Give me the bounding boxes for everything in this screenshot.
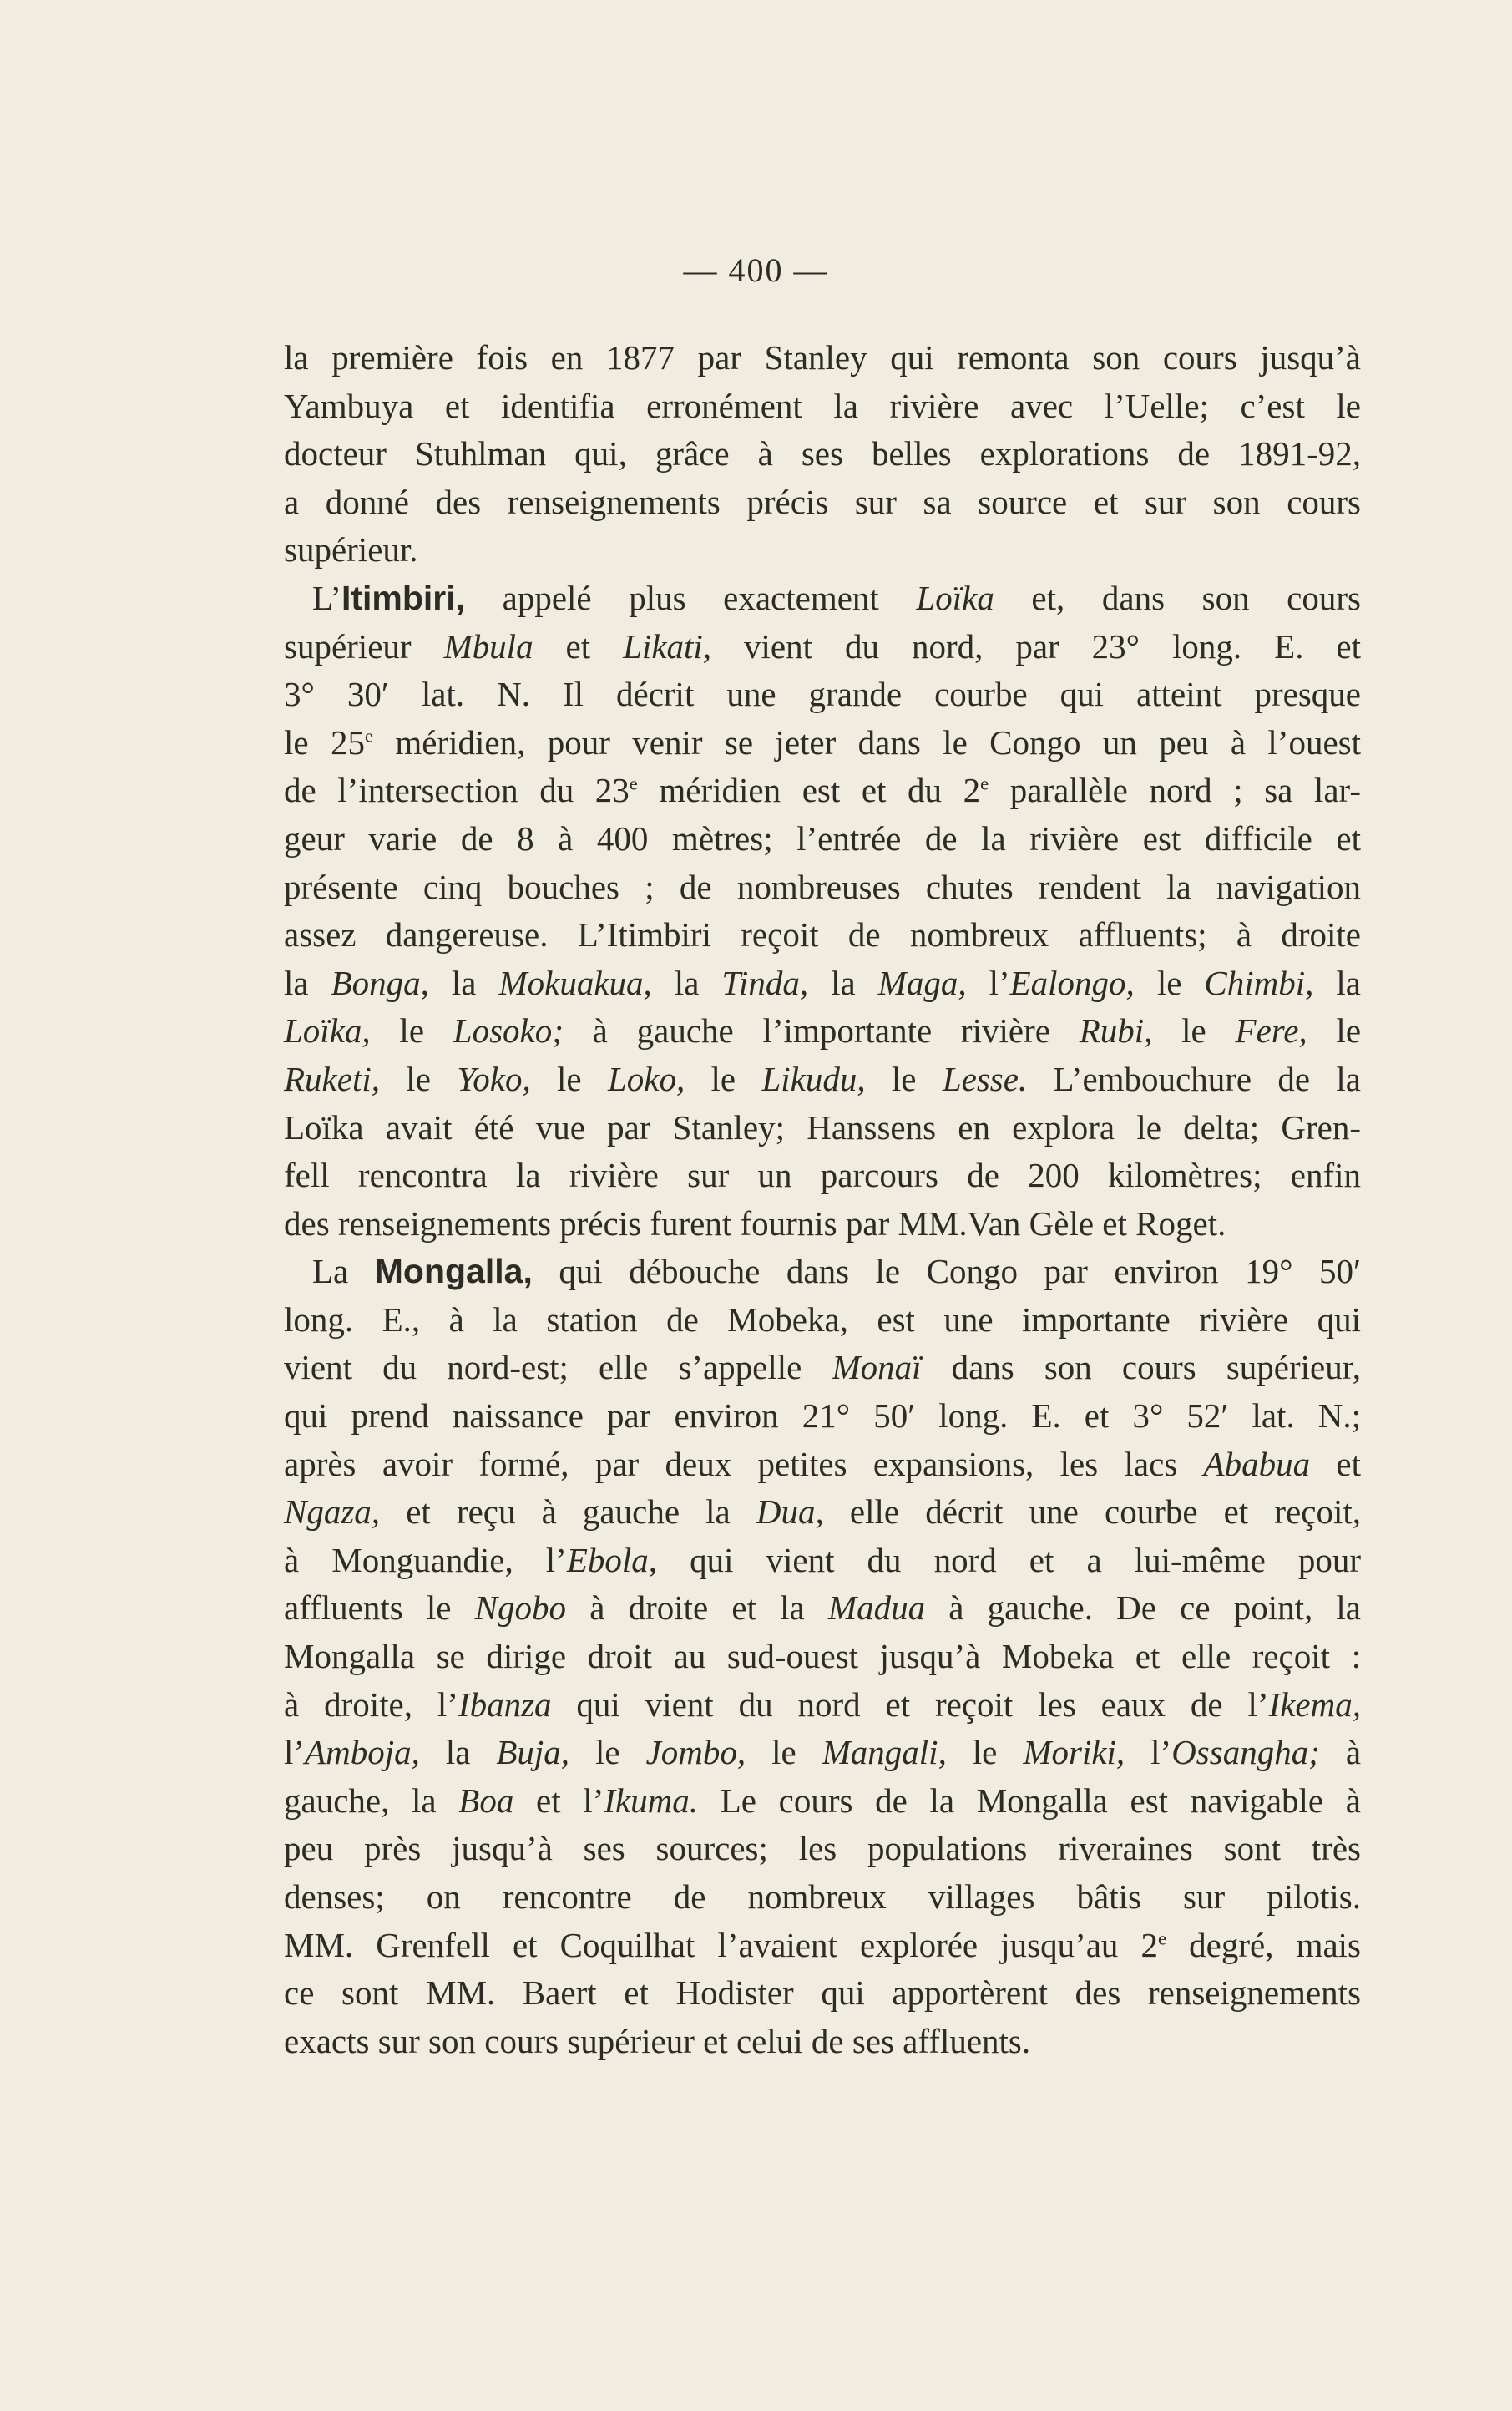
text-run: exacts sur son cours supérieur et celui de ses affluents. bbox=[284, 2021, 1031, 2060]
text-run: à Monguandie, l’ bbox=[284, 1540, 567, 1579]
text-run: le bbox=[569, 1733, 646, 1772]
text-run: qui vient du nord et reçoit les eaux de l’ bbox=[551, 1684, 1269, 1724]
text-run: présente cinq bouches ; de nombreuses chutes rendent la navigation bbox=[284, 867, 1361, 906]
text-line bbox=[284, 1681, 1361, 1730]
italic-name: Tinda, bbox=[721, 963, 809, 1002]
text-line bbox=[284, 1056, 1361, 1104]
text-run: à droite, l’ bbox=[284, 1684, 458, 1724]
text-run: ce sont MM. Baert et Hodister qui apportèrent des renseignements bbox=[284, 1973, 1361, 2013]
text-line bbox=[284, 2018, 1361, 2066]
italic-name: Likati, bbox=[623, 626, 712, 666]
text-line bbox=[284, 1584, 1361, 1633]
text-line bbox=[284, 719, 1361, 767]
text-run: à bbox=[1319, 1733, 1362, 1772]
text-run: le 25 bbox=[284, 722, 365, 762]
text-run: denses; on rencontre de nombreux villages bâtis sur pilotis. bbox=[284, 1877, 1361, 1916]
text-line bbox=[284, 430, 1361, 479]
text-line bbox=[284, 1922, 1361, 1970]
text-run: l’ bbox=[966, 963, 1010, 1002]
italic-name: Ossangha; bbox=[1171, 1733, 1320, 1772]
text-run: le bbox=[1152, 1011, 1236, 1051]
text-run: docteur Stuhlman qui, grâce à ses belles explorations de 1891-92, bbox=[284, 434, 1361, 474]
text-run: degré, mais bbox=[1166, 1925, 1362, 1964]
italic-name: Loïka bbox=[916, 578, 994, 617]
italic-name: Likudu, bbox=[761, 1059, 866, 1098]
text-run: vient du nord-est; elle s’appelle bbox=[284, 1348, 832, 1387]
text-run: peu près jusqu’à ses sources; les populations riveraines sont très bbox=[284, 1829, 1361, 1868]
text-run: la bbox=[428, 963, 499, 1002]
text-line bbox=[284, 815, 1361, 864]
text-run: le bbox=[685, 1059, 762, 1098]
text-run: de l’intersection du 23 bbox=[284, 771, 630, 810]
italic-name: Mokuakua, bbox=[498, 963, 652, 1002]
text-run: et l’ bbox=[513, 1780, 604, 1820]
text-line bbox=[284, 1537, 1361, 1585]
italic-name: Losoko; bbox=[453, 1011, 564, 1051]
italic-name: Loko, bbox=[607, 1059, 685, 1098]
text-run: à gauche l’importante rivière bbox=[563, 1011, 1080, 1051]
text-run: L’ bbox=[312, 578, 341, 617]
text-run: la bbox=[1313, 963, 1361, 1002]
text-run: le bbox=[530, 1059, 608, 1098]
text-run: méridien est et du 2 bbox=[637, 771, 981, 810]
text-line bbox=[284, 1248, 1361, 1296]
text-run: parallèle nord ; sa lar- bbox=[989, 771, 1362, 810]
italic-name: Loïka, bbox=[284, 1011, 371, 1051]
text-line bbox=[284, 671, 1361, 719]
text-line bbox=[284, 1441, 1361, 1489]
text-run: le bbox=[746, 1733, 822, 1772]
text-run: l’ bbox=[284, 1733, 306, 1772]
italic-name: Ruketi, bbox=[284, 1059, 380, 1098]
body-text bbox=[284, 334, 1361, 2065]
text-run: fell rencontra la rivière sur un parcours de 200 kilomètres; enfin bbox=[284, 1156, 1361, 1195]
text-run: le bbox=[379, 1059, 458, 1098]
text-run: à gauche. De ce point, la bbox=[925, 1588, 1362, 1628]
text-line bbox=[284, 1825, 1361, 1873]
text-line bbox=[284, 1296, 1361, 1345]
river-heading: Mongalla, bbox=[374, 1252, 533, 1291]
text-line bbox=[284, 1488, 1361, 1537]
italic-name: Fere, bbox=[1235, 1011, 1307, 1051]
text-run: geur varie de 8 à 400 mètres; l’entrée de la rivière est difficile et bbox=[284, 818, 1361, 858]
text-line bbox=[284, 960, 1361, 1008]
text-line bbox=[284, 1777, 1361, 1826]
text-line bbox=[284, 334, 1361, 382]
text-run: La bbox=[312, 1252, 375, 1291]
text-line bbox=[284, 1344, 1361, 1392]
text-line bbox=[284, 1392, 1361, 1441]
text-run: long. E., à la station de Mobeka, est une importante rivière qui bbox=[284, 1299, 1361, 1339]
italic-name: Moriki, bbox=[1023, 1733, 1125, 1772]
text-run: la bbox=[419, 1733, 497, 1772]
italic-name: Rubi, bbox=[1079, 1011, 1153, 1051]
text-run: affluents le bbox=[284, 1588, 475, 1628]
text-line bbox=[284, 911, 1361, 960]
text-line bbox=[284, 623, 1361, 671]
italic-name: Ebola, bbox=[566, 1540, 658, 1579]
italic-name: Buja, bbox=[496, 1733, 570, 1772]
italic-name: Mangali, bbox=[822, 1733, 947, 1772]
text-run: Yambuya et identifia erronément la rivière avec l’Uelle; c’est le bbox=[284, 386, 1361, 425]
text-run: le bbox=[946, 1733, 1024, 1772]
text-run: méridien, pour venir se jeter dans le Congo un peu à l’ouest bbox=[373, 722, 1361, 762]
italic-name: Bonga, bbox=[331, 963, 429, 1002]
italic-name: Maga, bbox=[877, 963, 967, 1002]
italic-name: Yoko, bbox=[457, 1059, 531, 1098]
text-run: gauche, la bbox=[284, 1780, 459, 1820]
text-run: qui vient du nord et a lui-même pour bbox=[657, 1540, 1362, 1579]
text-line bbox=[284, 1104, 1361, 1152]
text-run: le bbox=[1134, 963, 1205, 1002]
text-line bbox=[284, 479, 1361, 527]
text-run: et reçu à gauche la bbox=[380, 1492, 756, 1532]
text-run: le bbox=[865, 1059, 943, 1098]
italic-name: Jombo, bbox=[645, 1733, 746, 1772]
italic-name: Boa bbox=[458, 1780, 514, 1820]
text-run: L’embouchure de la bbox=[1027, 1059, 1362, 1098]
superscript: e bbox=[980, 772, 989, 794]
text-run: la bbox=[651, 963, 722, 1002]
text-run: a donné des renseignements précis sur sa source et sur son cours bbox=[284, 482, 1361, 521]
text-run: et bbox=[533, 626, 624, 666]
text-run: qui débouche dans le Congo par environ 19° 50′ bbox=[532, 1252, 1362, 1291]
text-run: Mongalla se dirige droit au sud-ouest jusqu’à Mobeka et elle reçoit : bbox=[284, 1637, 1361, 1676]
italic-name: Madua bbox=[827, 1588, 926, 1628]
text-run: la première fois en 1877 par Stanley qui remonta son cours jusqu’à bbox=[284, 338, 1361, 377]
river-heading: Itimbiri, bbox=[341, 578, 466, 617]
text-line bbox=[284, 1873, 1361, 1922]
text-line bbox=[284, 382, 1361, 431]
text-run: après avoir formé, par deux petites expansions, les lacs bbox=[284, 1444, 1204, 1483]
text-run: elle décrit une courbe et reçoit, bbox=[823, 1492, 1361, 1532]
text-run: et bbox=[1310, 1444, 1361, 1483]
text-run: dans son cours supérieur, bbox=[921, 1348, 1361, 1387]
page-number: — 400 — bbox=[683, 251, 829, 289]
text-line bbox=[284, 1200, 1361, 1249]
italic-name: Ngaza, bbox=[284, 1492, 381, 1532]
italic-name: Ngobo bbox=[474, 1588, 567, 1628]
text-run: le bbox=[1307, 1011, 1362, 1051]
text-line bbox=[284, 1969, 1361, 2018]
text-line bbox=[284, 767, 1361, 815]
text-run: à droite et la bbox=[566, 1588, 828, 1628]
superscript: e bbox=[1158, 1927, 1167, 1948]
text-run: la bbox=[284, 963, 331, 1002]
text-run: le bbox=[370, 1011, 453, 1051]
italic-name: Mbula bbox=[443, 626, 533, 666]
italic-name: Ababua bbox=[1203, 1444, 1311, 1483]
text-run: appelé plus exactement bbox=[465, 578, 917, 617]
text-line bbox=[284, 1633, 1361, 1681]
text-run: assez dangereuse. L’Itimbiri reçoit de nombreux affluents; à droite bbox=[284, 915, 1361, 955]
italic-name: Amboja, bbox=[305, 1733, 420, 1772]
text-line bbox=[284, 864, 1361, 912]
text-line bbox=[284, 526, 1361, 575]
text-run: Le cours de la Mongalla est navigable à bbox=[698, 1780, 1361, 1820]
italic-name: Monaï bbox=[832, 1348, 922, 1387]
text-run: l’ bbox=[1125, 1733, 1172, 1772]
text-run: et, dans son cours bbox=[994, 578, 1361, 617]
text-run: MM. Grenfell et Coquilhat l’avaient explorée jusqu’au 2 bbox=[284, 1925, 1159, 1964]
italic-name: Ibanza bbox=[458, 1684, 552, 1724]
italic-name: Ealongo, bbox=[1009, 963, 1135, 1002]
italic-name: Chimbi, bbox=[1204, 963, 1314, 1002]
italic-name: Dua, bbox=[756, 1492, 824, 1532]
text-run: la bbox=[808, 963, 878, 1002]
italic-name: Lesse. bbox=[942, 1059, 1028, 1098]
superscript: e bbox=[364, 725, 373, 747]
text-run: des renseignements précis furent fournis par MM.Van Gèle et Roget. bbox=[284, 1203, 1226, 1243]
italic-name: Ikema, bbox=[1268, 1684, 1361, 1724]
text-line bbox=[284, 575, 1361, 623]
text-run: 3° 30′ lat. N. Il décrit une grande courbe qui atteint presque bbox=[284, 675, 1361, 714]
text-line bbox=[284, 1729, 1361, 1777]
text-line bbox=[284, 1152, 1361, 1200]
superscript: e bbox=[629, 772, 638, 794]
text-line bbox=[284, 1007, 1361, 1056]
text-run: supérieur bbox=[284, 626, 444, 666]
text-run: vient du nord, par 23° long. E. et bbox=[711, 626, 1362, 666]
italic-name: Ikuma. bbox=[604, 1780, 699, 1820]
text-run: supérieur. bbox=[284, 530, 418, 570]
text-run: qui prend naissance par environ 21° 50′ long. E. et 3° 52′ lat. N.; bbox=[284, 1396, 1361, 1436]
text-run: Loïka avait été vue par Stanley; Hanssens en explora le delta; Gren- bbox=[284, 1107, 1361, 1147]
